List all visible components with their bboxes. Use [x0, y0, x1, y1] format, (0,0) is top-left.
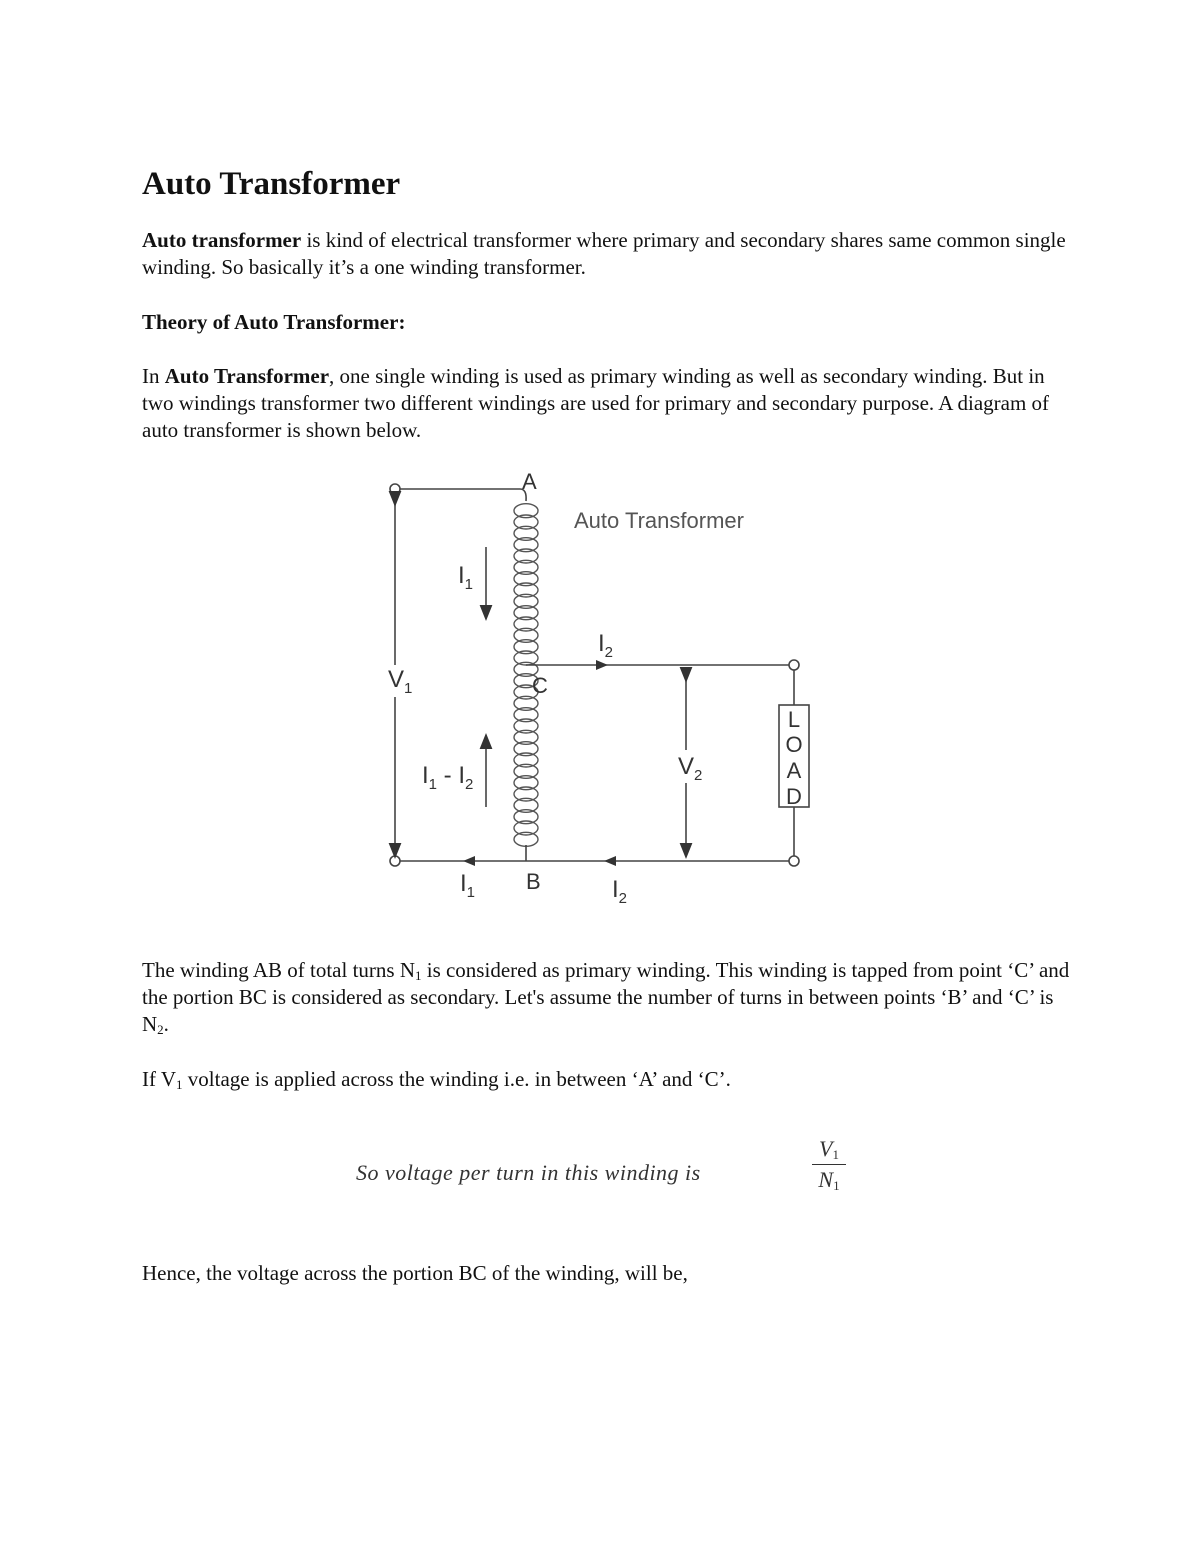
i2-label-top: $I_2$ — [598, 630, 614, 661]
i1-arrow-bottom-head — [463, 856, 475, 866]
formula-fraction — [812, 1136, 846, 1193]
terminal-right-top — [789, 660, 799, 670]
intro-bold-term: Auto transformer — [142, 228, 302, 252]
theory-paragraph — [142, 363, 1072, 444]
theory-bold-term: Auto Transformer — [164, 364, 330, 388]
fraction-denominator: $N_1$ — [818, 1167, 840, 1193]
diagram-caption: Auto Transformer — [574, 508, 744, 533]
voltage-paragraph — [142, 1066, 1072, 1093]
winding-sub-2: 2 — [157, 1022, 164, 1037]
terminal-top-left — [390, 484, 400, 494]
fraction-numerator: $V_1$ — [819, 1136, 839, 1162]
winding-text-2: is considered as primary winding. This winding is tapped from point ‘C’ and the portion BC is considered as secondary. Let's assume the number of turns in between points ‘B’ and ‘C’ is N — [142, 958, 1070, 1036]
theory-heading: Theory of Auto Transformer: — [142, 310, 406, 334]
voltage-text-1: If V — [142, 1067, 177, 1091]
formula-text: So voltage per turn in this winding is — [356, 1160, 701, 1185]
winding-text-3: . — [163, 1012, 169, 1036]
point-b-label: B — [526, 869, 541, 894]
winding-paragraph — [142, 957, 1072, 1038]
point-a-label: A — [522, 469, 537, 494]
load-letter-d: D — [786, 784, 802, 809]
i2-arrow-bottom-head — [604, 856, 616, 866]
i1-label-bottom: $I_1$ — [460, 870, 476, 901]
load-letter-o: O — [785, 732, 803, 757]
winding-text-1: The winding AB of total turns N — [142, 958, 415, 982]
i1-label-top: $I_1$ — [458, 562, 474, 593]
intro-text: is kind of electrical transformer where primary and secondary shares same common single winding. So basically it’s a one winding transformer. — [142, 228, 1066, 279]
page-title: Auto Transformer — [142, 166, 401, 202]
i1-minus-i2-label: $I_1 - I_2$ — [422, 762, 474, 793]
theory-text: , one single winding is used as primary winding as well as secondary winding. But in two windings transformer two different windings are used for primary and secondary purpose. A diagram of auto transformer is shown below. — [142, 364, 1050, 442]
winding-sub-1: 1 — [414, 968, 422, 983]
voltage-text-2: voltage is applied across the winding i.e. in between ‘A’ and ‘C’. — [182, 1067, 731, 1091]
terminal-bottom-left — [390, 856, 400, 866]
i2-label-bottom: $I_2$ — [612, 876, 628, 907]
intro-paragraph — [142, 227, 1072, 281]
load-letter-a: A — [786, 758, 802, 783]
v2-label: $V_2$ — [678, 753, 703, 784]
v1-label: $V_1$ — [388, 666, 413, 697]
load-letter-l: L — [787, 707, 801, 732]
fraction-bar — [812, 1164, 846, 1165]
point-c-label: C — [532, 673, 548, 698]
hence-paragraph: Hence, the voltage across the portion BC of the winding, will be, — [142, 1261, 688, 1285]
theory-lead: In — [142, 364, 165, 388]
i2-arrow-top-head — [596, 660, 608, 670]
auto-transformer-diagram — [380, 465, 820, 910]
terminal-right-bottom — [789, 856, 799, 866]
voltage-sub-1: 1 — [176, 1077, 183, 1092]
